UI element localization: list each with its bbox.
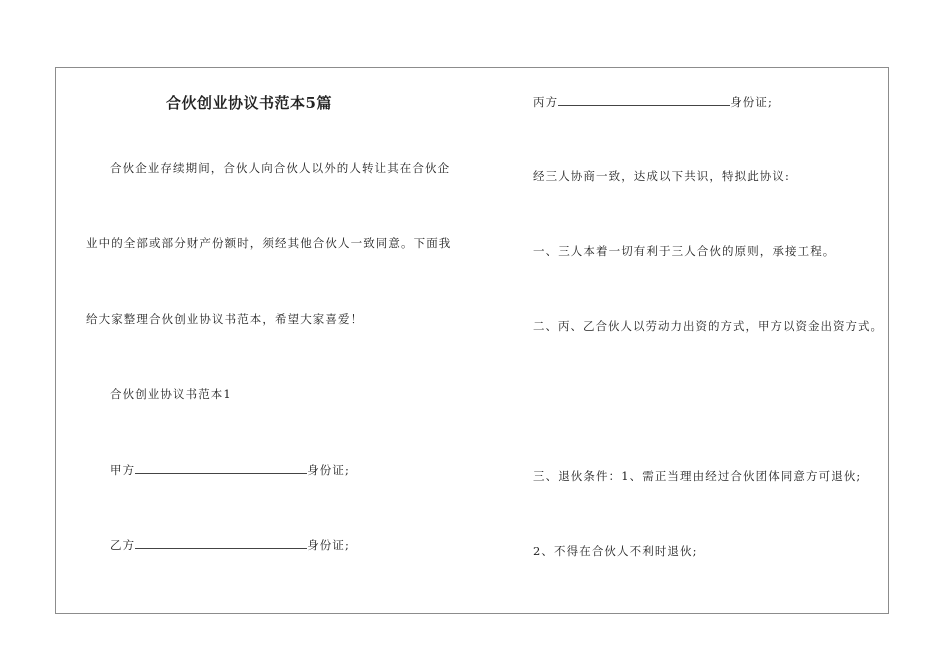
paragraph-line: 业中的全部或部分财产份额时，须经其他合伙人一致同意。下面我 <box>86 236 452 250</box>
consensus-line: 经三人协商一致，达成以下共识，特拟此协议: <box>533 169 790 183</box>
document-title: 合伙创业协议书范本5篇 <box>166 94 332 112</box>
party-b-label: 乙方 <box>110 538 136 552</box>
party-a-label: 甲方 <box>110 463 136 477</box>
party-b-id-label: 身份证; <box>307 538 350 552</box>
paragraph-line: 合伙企业存续期间，合伙人向合伙人以外的人转让其在合伙企 <box>110 161 451 175</box>
party-c-line <box>533 93 773 110</box>
party-b-line <box>110 536 350 553</box>
document-page <box>55 67 889 614</box>
party-b-blank[interactable] <box>135 536 307 549</box>
party-c-id-label: 身份证; <box>730 95 773 109</box>
clause-1: 一、三人本着一切有利于三人合伙的原则，承接工程。 <box>533 244 836 258</box>
section-subheading: 合伙创业协议书范本1 <box>110 387 232 401</box>
clause-3-item-2: 2、不得在合伙人不利时退伙; <box>533 544 698 558</box>
party-a-line <box>110 461 350 478</box>
party-a-blank[interactable] <box>135 461 307 474</box>
party-a-id-label: 身份证; <box>307 463 350 477</box>
party-c-blank[interactable] <box>558 93 730 106</box>
party-c-label: 丙方 <box>533 95 559 109</box>
paragraph-line: 给大家整理合伙创业协议书范本，希望大家喜爱！ <box>86 312 364 326</box>
clause-2: 二、丙、乙合伙人以劳动力出资的方式，甲方以资金出资方式。 <box>533 319 883 333</box>
clause-3: 三、退伙条件：1、需正当理由经过合伙团体同意方可退伙; <box>533 469 862 483</box>
